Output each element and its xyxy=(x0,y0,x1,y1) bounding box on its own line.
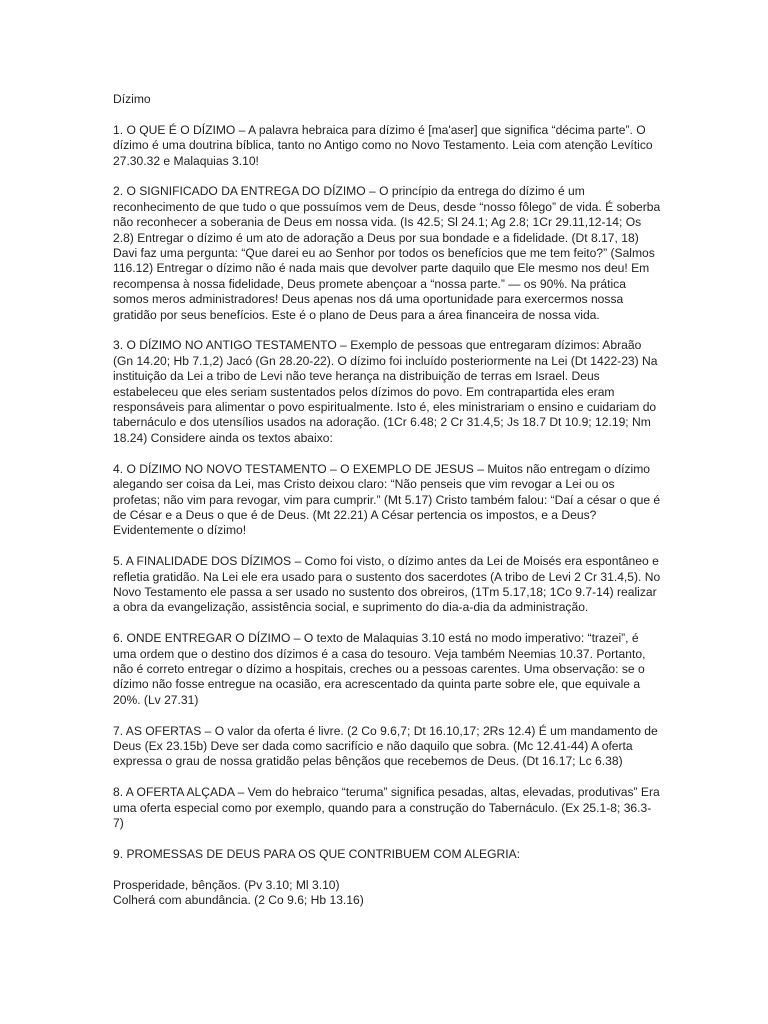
section-1 xyxy=(113,123,661,169)
section-3 xyxy=(113,338,661,446)
document-page xyxy=(113,92,661,908)
section-text: – Vem do hebraico “teruma” significa pesadas, altas, elevadas, produtivas” Era uma oferta especial como por exemplo, quando para a construção do Tabernáculo. (Ex 25.1-8; 36.3-7) xyxy=(113,785,660,830)
section-text: – Exemplo de pessoas que entregaram dízimos: Abraão (Gn 14.20; Hb 7.1,2) Jacó (Gn 28.20-22). O dízimo foi incluído posteriormente na Lei (Dt 1422-23) Na instituição da Lei a tribo de Levi não teve herança na distribuição de terras em Israel. Deus estabeleceu que eles seriam sustentados pelos dízimos do povo. Em contrapartida eles eram responsáveis para alimentar o povo espiritualmente. Isto é, eles ministrariam o ensino e cuidariam do tabernáculo e dos utensílios usados na adoração. (1Cr 6.48; 2 Cr 31.4,5; Js 18.7 Dt 10.9; 12.19; Nm 18.24) Considere ainda os textos abaixo: xyxy=(113,338,658,445)
section-heading: 6. ONDE ENTREGAR O DÍZIMO xyxy=(113,631,291,646)
section-7 xyxy=(113,724,661,770)
section-text: – O texto de Malaquias 3.10 está no modo imperativo: “trazei”, é uma ordem que o destino dos dízimos é a casa do tesouro. Veja também Neemias 10.37. Portanto, não é correto entregar o dízimo a hospitais, creches ou a pessoas carentes. Uma observação: se o dízimo não fosse entregue na ocasião, era acrescentado da quinta parte sobre ele, que equivale a 20%. (Lv 27.31) xyxy=(113,631,646,707)
section-4 xyxy=(113,462,661,539)
promise-item: Prosperidade, bênçãos. (Pv 3.10; Ml 3.10) xyxy=(113,877,340,892)
section-heading: 7. AS OFERTAS xyxy=(113,723,202,738)
section-8 xyxy=(113,785,661,831)
section-heading: 4. O DÍZIMO NO NOVO TESTAMENTO – O EXEMPLO DE JESUS xyxy=(113,461,474,476)
section-text: – O valor da oferta é livre. (2 Co 9.6,7; Dt 16.10,17; 2Rs 12.4) É um mandamento de Deus (Ex 23.15b) Deve ser dada como sacrifício e não daquilo que sobra. (Mc 12.41-44) A oferta expressa o grau de nossa gratidão pelas bênçãos que recebemos de Deus. (Dt 16.17; Lc 6.38) xyxy=(113,723,658,769)
section-9 xyxy=(113,847,661,862)
section-heading: 2. O SIGNIFICADO DA ENTREGA DO DÍZIMO xyxy=(113,184,366,199)
section-text: – Muitos não entregam o dízimo alegando ser coisa da Lei, mas Cristo deixou claro: “Não penseis que vim revogar a Lei ou os profetas; não vim para revogar, vim para cumprir.” (Mt 5.17) Cristo também falou: “Daí a césar o que é de César e a Deus o que é de Deus. (Mt 22.21) A César pertencia os impostos, e a Deus? Evidentemente o dízimo! xyxy=(113,461,661,538)
section-heading: 5. A FINALIDADE DOS DÍZIMOS xyxy=(113,554,292,569)
section-heading: 3. O DÍZIMO NO ANTIGO TESTAMENTO xyxy=(113,338,337,353)
section-text: – Como foi visto, o dízimo antes da Lei de Moisés era espontâneo e refletia gratidão. Na Lei ele era usado para o sustento dos sacerdotes (A tribo de Levi 2 Cr 31.4,5). No Novo Testamento ele passa a ser usado no sustento dos obreiros, (1Tm 5.17,18; 1Co 9.7-14) realizar a obra da evangelização, assistência social, e suprimento do dia-a-dia da administração. xyxy=(113,554,661,615)
section-text: – O princípio da entrega do dízimo é um reconhecimento de que tudo o que possuímos vem de Deus, desde “nosso fôlego” de vida. É soberba não reconhecer a soberania de Deus em nossa vida. (Is 42.5; Sl 24.1; Ag 2.8; 1Cr 29.11,12-14; Os 2.8) Entregar o dízimo é um ato de adoração a Deus por sua bondade e a fidelidade. (Dt 8.17, 18) Davi faz uma pergunta: “Que darei eu ao Senhor por todos os benefícios que me tem feito?” (Salmos 116.12) Entregar o dízimo não é nada mais que devolver parte daquilo que Ele mesmo nos deu! Em recompensa à nossa fidelidade, Deus promete abençoar a “nossa parte.” — os 90%. Na prática somos meros administradores! Deus apenas nos dá uma oportunidade para exercermos nossa gratidão por seus benefícios. Este é o plano de Deus para a área financeira de nossa vida. xyxy=(113,184,661,322)
section-2 xyxy=(113,184,661,323)
section-heading: 8. A OFERTA ALÇADA xyxy=(113,785,235,800)
section-heading: 9. PROMESSAS DE DEUS PARA OS QUE CONTRIBUEM COM ALEGRIA: xyxy=(113,846,521,861)
section-6 xyxy=(113,631,661,708)
section-heading: 1. O QUE É O DÍZIMO xyxy=(113,122,236,137)
section-5 xyxy=(113,554,661,616)
section-text: – A palavra hebraica para dízimo é [ma'aser] que significa “décima parte”. O dízimo é uma doutrina bíblica, tanto no Antigo como no Novo Testamento. Leia com atenção Levítico 27.30.32 e Malaquias 3.10! xyxy=(113,122,653,168)
document-title: Dízimo xyxy=(113,92,151,106)
promise-item: Colherá com abundância. (2 Co 9.6; Hb 13.16) xyxy=(113,892,364,907)
